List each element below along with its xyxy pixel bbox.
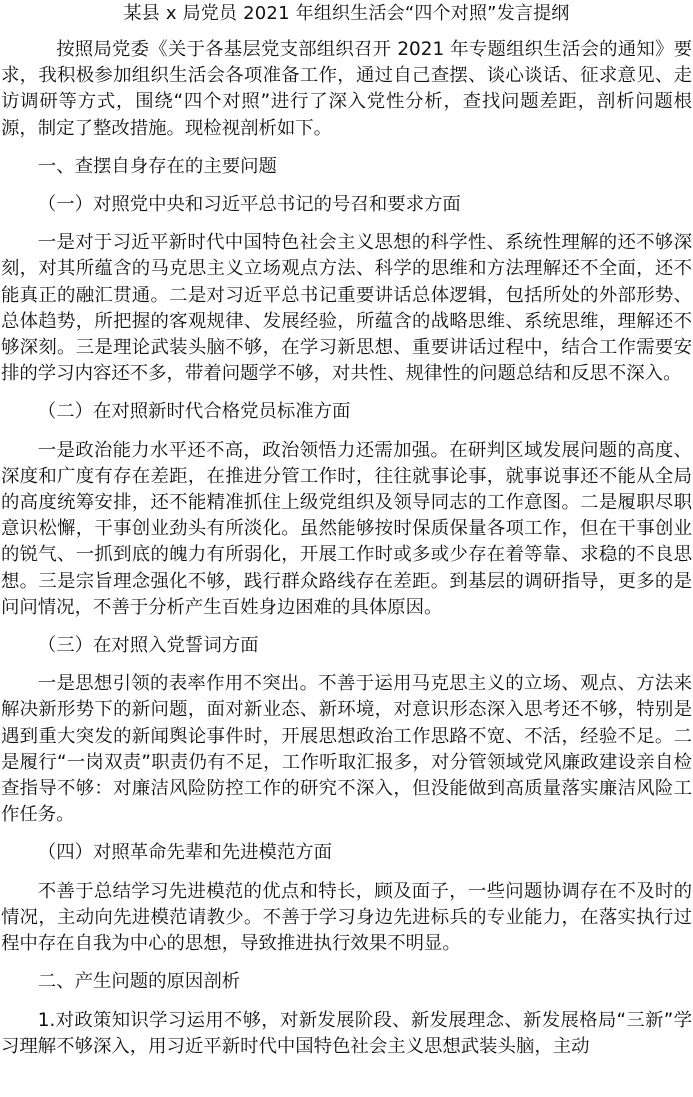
subsection1-paragraph: 一是对于习近平新时代中国特色社会主义思想的科学性、系统性理解的还不够深刻，对其所蕴含的马克思主义立场观点方法、科学的思维和方法理解还不全面，还不能真正的融汇贯通。二是对习近平总书记重要讲话总体逻辑，包括所处的外部形势、总体趋势，所把握的客观规律、发展经验，所蕴含的战略思维、系统思维，理解还不够深刻。三是理论武装头脑不够，在学习新思想、重要讲话过程中，结合工作需要安排的学习内容还不多，带着问题学不够，对共性、规律性的问题总结和反思不深入。 bbox=[1, 232, 692, 385]
subsection2-paragraph: 一是政治能力水平还不高，政治领悟力还需加强。在研判区域发展问题的高度、深度和广度有存在差距，在推进分管工作时，往往就事论事，就事说事还不能从全局的高度统筹安排，还不能精准抓住上级党组织及领导同志的工作意图。二是履职尽职意识松懈，干事创业劲头有所淡化。虽然能够按时保质保量各项工作，但在干事创业的锐气、一抓到底的魄力有所弱化，开展工作时或多或少存在着等靠、求稳的不良思想。三是宗旨理念强化不够，践行群众路线存在差距。到基层的调研指导，更多的是问问情况，不善于分析产生百姓身边困难的具体原因。 bbox=[1, 439, 692, 618]
subsection4-heading: （四）对照革命先辈和先进模范方面 bbox=[37, 842, 333, 864]
document-title: 某县 x 局党员 2021 年组织生活会“四个对照”发言提纲 bbox=[123, 3, 570, 24]
subsection3-paragraph: 一是思想引领的表率作用不突出。不善于运用马克思主义的立场、观点、方法来解决新形势下的新问题，面对新业态、新环境，对意识形态深入思考还不够，特别是遇到重大突发的新闻舆论事件时，开展思想政治工作思路不宽、不活，经验不足。二是履行“一岗双责”职责仍有不足，工作听取汇报多，对分管领域党风廉政建设亲自检查指导不够：对廉洁风险防控工作的研究不深入，但没能做到高质量落实廉洁风险工作任务。 bbox=[1, 673, 692, 826]
section2-heading: 二、产生问题的原因剖析 bbox=[37, 971, 241, 993]
subsection4-paragraph: 不善于总结学习先进模范的优点和特长，顾及面子，一些问题协调存在不及时的情况，主动向先进模范请教少。不善于学习身边先进标兵的专业能力，在落实执行过程中存在自我为中心的思想，导致推进执行效果不明显。 bbox=[1, 880, 692, 955]
section1-heading: 一、查摆自身存在的主要问题 bbox=[37, 155, 277, 177]
subsection3-heading: （三）在对照入党誓词方面 bbox=[37, 635, 259, 657]
subsection2-heading: （二）在对照新时代合格党员标准方面 bbox=[37, 401, 351, 423]
reason1-paragraph: 1.对政策知识学习运用不够，对新发展阶段、新发展理念、新发展格局“三新”学习理解不够深入，用习近平新时代中国特色社会主义思想武装头脑，主动 bbox=[1, 1009, 692, 1057]
intro-paragraph: 按照局党委《关于各基层党支部组织召开 2021 年专题组织生活会的通知》要求，我积极参加组织生活会各项准备工作，通过自己查摆、谈心谈话、征求意见、走访调研等方式，围绕“四个对照”进行了深入党性分析，查找问题差距，剖析问题根源，制定了整改措施。现检视剖析如下。 bbox=[1, 39, 692, 139]
subsection1-heading: （一）对照党中央和习近平总书记的号召和要求方面 bbox=[37, 194, 461, 216]
